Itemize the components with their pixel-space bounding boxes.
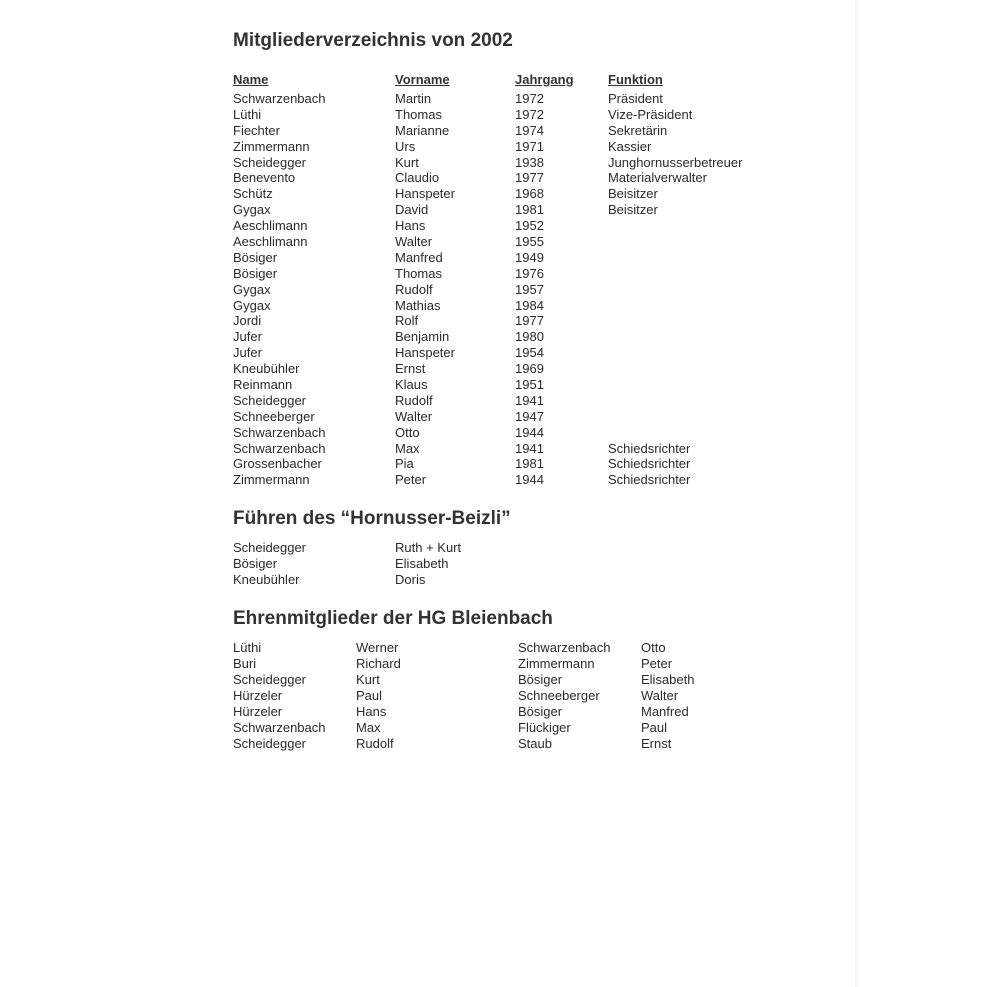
member-row (233, 329, 793, 345)
member-funktion: Vize-Präsident (608, 106, 693, 122)
member-funktion (608, 218, 798, 234)
honorary-name: Schneeberger (518, 688, 600, 704)
member-row (233, 393, 793, 409)
beizli-vorname: Elisabeth (395, 556, 449, 572)
member-vorname: Urs (395, 138, 416, 154)
member-jahrgang: 1954 (515, 345, 544, 361)
member-jahrgang: 1957 (515, 281, 544, 297)
honorary-vorname: Paul (641, 720, 668, 736)
member-jahrgang: 1941 (515, 392, 544, 408)
member-row (233, 313, 793, 329)
honorary-row (233, 704, 518, 720)
member-row (233, 186, 793, 202)
honorary-row (518, 656, 778, 672)
member-funktion (608, 266, 798, 282)
member-jahrgang: 1976 (515, 265, 544, 281)
member-jahrgang: 1968 (515, 186, 544, 202)
honorary-name: Hürzeler (233, 704, 283, 720)
member-name: Bösiger (233, 265, 278, 281)
member-jahrgang: 1981 (515, 456, 544, 472)
honorary-row (518, 704, 778, 720)
member-row (233, 298, 793, 314)
honorary-vorname: Manfred (641, 704, 689, 720)
member-name: Aeschlimann (233, 218, 308, 234)
header-jahrgang: Jahrgang (515, 72, 574, 87)
member-row (233, 425, 793, 441)
member-name: Schwarzenbach (233, 91, 326, 106)
member-name: Reinmann (233, 377, 293, 393)
member-name: Benevento (233, 170, 296, 186)
member-name: Aeschlimann (233, 234, 308, 250)
member-name: Fiechter (233, 122, 280, 138)
beizli-row (233, 556, 793, 572)
page-title: Mitgliederverzeichnis von 2002 (233, 30, 513, 51)
member-jahrgang: 1944 (515, 472, 544, 488)
honorary-vorname: Kurt (356, 672, 380, 688)
beizli-section (233, 508, 793, 588)
page-edge-shadow (855, 0, 859, 987)
member-funktion (608, 313, 798, 329)
honorary-row (233, 736, 518, 752)
member-vorname: Max (395, 440, 420, 456)
beizli-title: Führen des “Hornusser-Beizli” (233, 508, 511, 530)
honorary-name: Hürzeler (233, 688, 283, 704)
member-name: Kneubühler (233, 361, 300, 377)
member-row (233, 282, 793, 298)
honorary-name: Scheidegger (233, 672, 306, 688)
member-vorname: Rolf (395, 313, 419, 329)
member-jahrgang: 1941 (515, 440, 544, 456)
honorary-vorname: Walter (641, 688, 679, 704)
member-name: Jufer (233, 345, 262, 361)
member-vorname: Ernst (395, 361, 426, 377)
member-vorname: David (395, 202, 429, 218)
member-jahrgang: 1974 (515, 122, 544, 138)
member-funktion (608, 409, 798, 425)
header-name: Name (233, 72, 269, 87)
honorary-list-right (518, 640, 778, 752)
member-funktion (608, 345, 798, 361)
honorary-vorname: Werner (356, 640, 399, 656)
member-name: Grossenbacher (233, 456, 322, 472)
member-jahrgang: 1980 (515, 329, 544, 345)
member-jahrgang: 1977 (515, 170, 544, 186)
member-funktion (608, 361, 798, 377)
honorary-vorname: Elisabeth (641, 672, 695, 688)
member-row (233, 155, 793, 171)
member-row (233, 202, 793, 218)
honorary-row (233, 672, 518, 688)
honorary-vorname: Paul (356, 688, 383, 704)
member-funktion (608, 234, 798, 250)
member-funktion: Schiedsrichter (608, 472, 691, 488)
member-name: Lüthi (233, 106, 262, 122)
honorary-name: Flückiger (518, 720, 571, 736)
honorary-vorname: Peter (641, 656, 673, 672)
honorary-vorname: Max (356, 720, 381, 736)
member-name: Gygax (233, 202, 271, 218)
honorary-row (233, 656, 518, 672)
member-funktion: Präsident (608, 91, 663, 106)
beizli-name: Kneubühler (233, 572, 300, 588)
honorary-name: Bösiger (518, 672, 563, 688)
honorary-name: Staub (518, 736, 552, 752)
honorary-vorname: Richard (356, 656, 401, 672)
member-vorname: Klaus (395, 377, 428, 393)
member-funktion (608, 250, 798, 266)
member-jahrgang: 1944 (515, 424, 544, 440)
member-name: Gygax (233, 297, 271, 313)
honorary-vorname: Ernst (641, 736, 672, 752)
member-row (233, 377, 793, 393)
member-funktion: Schiedsrichter (608, 440, 691, 456)
member-row (233, 345, 793, 361)
member-vorname: Pia (395, 456, 414, 472)
member-row (233, 139, 793, 155)
member-name: Bösiger (233, 249, 278, 265)
member-funktion (608, 298, 798, 314)
member-jahrgang: 1952 (515, 218, 544, 234)
beizli-vorname: Doris (395, 572, 426, 588)
honorary-row (518, 688, 778, 704)
member-vorname: Thomas (395, 106, 442, 122)
member-name: Schneeberger (233, 408, 315, 424)
honorary-title: Ehrenmitglieder der HG Bleienbach (233, 608, 553, 630)
member-funktion: Beisitzer (608, 186, 658, 202)
member-row (233, 218, 793, 234)
honorary-section (233, 608, 793, 752)
header-vorname: Vorname (395, 72, 450, 87)
member-funktion: Junghornusserbetreuer (608, 154, 743, 170)
member-name: Scheidegger (233, 392, 306, 408)
member-row (233, 441, 793, 457)
honorary-name: Scheidegger (233, 736, 306, 752)
member-row (233, 107, 793, 123)
member-vorname: Hanspeter (395, 345, 455, 361)
member-jahrgang: 1938 (515, 154, 544, 170)
header-funktion: Funktion (608, 72, 663, 87)
honorary-lists (233, 640, 793, 752)
member-table-header (233, 72, 793, 87)
member-jahrgang: 1971 (515, 138, 544, 154)
beizli-row (233, 540, 793, 556)
member-funktion: Kassier (608, 138, 652, 154)
beizli-vorname: Ruth + Kurt (395, 540, 462, 556)
member-name: Zimmermann (233, 472, 310, 488)
member-jahrgang: 1984 (515, 297, 544, 313)
honorary-list-left (233, 640, 518, 752)
honorary-row (233, 688, 518, 704)
member-vorname: Claudio (395, 170, 440, 186)
honorary-name: Schwarzenbach (233, 720, 326, 736)
member-row (233, 456, 793, 472)
beizli-list (233, 540, 793, 588)
member-row (233, 170, 793, 186)
member-vorname: Marianne (395, 122, 450, 138)
honorary-name: Zimmermann (518, 656, 595, 672)
honorary-vorname: Rudolf (356, 736, 394, 752)
member-row (233, 266, 793, 282)
member-funktion: Materialverwalter (608, 170, 707, 186)
member-vorname: Manfred (395, 249, 443, 265)
member-funktion: Beisitzer (608, 202, 658, 218)
member-name: Schütz (233, 186, 273, 202)
member-vorname: Hanspeter (395, 186, 455, 202)
member-name: Schwarzenbach (233, 440, 326, 456)
beizli-name: Scheidegger (233, 540, 306, 556)
member-vorname: Peter (395, 472, 427, 488)
honorary-vorname: Hans (356, 704, 387, 720)
member-vorname: Benjamin (395, 329, 450, 345)
member-name: Jufer (233, 329, 262, 345)
member-row (233, 91, 793, 107)
member-jahrgang: 1981 (515, 202, 544, 218)
member-jahrgang: 1972 (515, 91, 544, 106)
member-row (233, 361, 793, 377)
member-vorname: Rudolf (395, 392, 433, 408)
member-name: Schwarzenbach (233, 424, 326, 440)
honorary-row (518, 672, 778, 688)
member-jahrgang: 1977 (515, 313, 544, 329)
honorary-row (518, 720, 778, 736)
member-vorname: Walter (395, 234, 433, 250)
member-jahrgang: 1972 (515, 106, 544, 122)
honorary-name: Lüthi (233, 640, 262, 656)
member-jahrgang: 1955 (515, 234, 544, 250)
member-name: Scheidegger (233, 154, 306, 170)
honorary-row (233, 720, 518, 736)
member-row (233, 472, 793, 488)
honorary-row (518, 640, 778, 656)
member-funktion (608, 393, 798, 409)
member-jahrgang: 1949 (515, 249, 544, 265)
member-jahrgang: 1951 (515, 377, 544, 393)
member-funktion (608, 282, 798, 298)
member-vorname: Martin (395, 91, 432, 106)
member-funktion: Schiedsrichter (608, 456, 691, 472)
document-content (233, 30, 793, 752)
honorary-vorname: Otto (641, 640, 666, 656)
member-name: Gygax (233, 281, 271, 297)
beizli-row (233, 572, 793, 588)
member-funktion (608, 425, 798, 441)
member-row (233, 123, 793, 139)
member-vorname: Walter (395, 408, 433, 424)
member-row (233, 234, 793, 250)
member-vorname: Thomas (395, 265, 442, 281)
member-jahrgang: 1947 (515, 408, 544, 424)
member-funktion (608, 377, 798, 393)
member-vorname: Mathias (395, 297, 441, 313)
honorary-name: Buri (233, 656, 257, 672)
member-vorname: Rudolf (395, 281, 433, 297)
beizli-name: Bösiger (233, 556, 278, 572)
member-name: Zimmermann (233, 138, 310, 154)
member-funktion (608, 329, 798, 345)
honorary-name: Bösiger (518, 704, 563, 720)
member-jahrgang: 1969 (515, 361, 544, 377)
member-name: Jordi (233, 313, 262, 329)
member-vorname: Kurt (395, 154, 419, 170)
honorary-name: Schwarzenbach (518, 640, 611, 656)
honorary-row (233, 640, 518, 656)
member-row (233, 250, 793, 266)
member-table (233, 91, 793, 488)
member-row (233, 409, 793, 425)
member-vorname: Otto (395, 424, 420, 440)
member-funktion: Sekretärin (608, 122, 668, 138)
honorary-row (518, 736, 778, 752)
member-vorname: Hans (395, 218, 426, 234)
